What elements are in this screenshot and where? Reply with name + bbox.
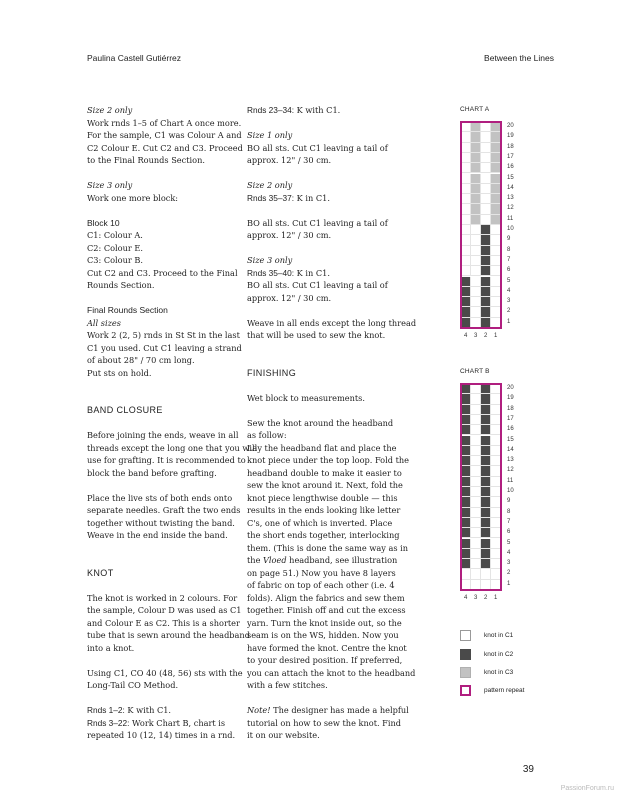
body-line: BO all sts. Cut C1 leaving a tail of <box>247 280 388 290</box>
body-line: tutorial on how to sew the knot. Find <box>247 717 401 728</box>
chart-b-row-label: 11 <box>507 477 514 484</box>
chart-a-col-label: 1 <box>494 333 498 339</box>
chart-a-repeat-frame <box>460 121 502 329</box>
body-line: Put sts on hold. <box>87 367 152 378</box>
body-line: to the Final Rounds Section. <box>87 155 205 165</box>
chart-a-row-label: 10 <box>507 226 514 232</box>
size3-heading: Size 3 only <box>247 255 293 265</box>
chart-a-row-label: 7 <box>507 256 511 263</box>
chart-b-col-label: 4 <box>464 595 468 601</box>
body-line: Rounds Section. <box>87 280 155 290</box>
body-line: on page 51.) Now you have 8 layers <box>247 567 396 578</box>
chart-a-row-label: 11 <box>507 215 514 222</box>
body-line: you can attach the knot to the headband <box>247 667 416 678</box>
chart-a-row-label: 5 <box>507 277 511 284</box>
body-line: Wet block to measurements. <box>247 392 365 403</box>
size2-heading: Size 2 only <box>247 180 293 190</box>
body-line: separate needles. Graft the two ends <box>87 505 241 515</box>
chart-a-row-label: 9 <box>507 236 511 243</box>
legend-swatch-repeat <box>460 685 471 696</box>
chart-b-row-label: 16 <box>507 426 514 433</box>
body-line: together without twisting the band. <box>87 517 235 528</box>
body-line: as follow: <box>247 430 287 440</box>
body-line: that will be used to sew the knot. <box>247 330 386 340</box>
body-line: have formed the knot. Centre the knot <box>247 642 407 653</box>
chart-a-row-label: 18 <box>507 143 514 150</box>
body-line: yarn. Turn the knot inside out, so the <box>247 617 402 628</box>
chart-b-row-label: 9 <box>507 498 511 505</box>
body-line: BO all sts. Cut C1 leaving a tail of <box>247 142 388 153</box>
body-line: C3: Colour B. <box>87 255 143 265</box>
body-line: of fabric on top of each other (i.e. 4 <box>247 580 395 590</box>
body-line: threads except the long one that you will <box>87 442 258 453</box>
rnds-3-22-line: Rnds 3–22: Work Chart B, chart is <box>87 717 226 728</box>
body-line: headband double to make it easier to <box>247 467 402 478</box>
chart-b-row-label: 4 <box>507 549 511 556</box>
chart-a-row-label: 16 <box>507 164 514 171</box>
body-line: Before joining the ends, weave in all <box>87 430 239 440</box>
body-line: approx. 12" / 30 cm. <box>247 292 332 303</box>
body-line: Cut C2 and C3. Proceed to the Final <box>87 267 238 278</box>
watermark: PassionForum.ru <box>560 785 614 792</box>
body-line: Place the live sts of both ends onto <box>87 492 233 503</box>
body-line: into a knot. <box>87 642 135 653</box>
rnds-23-34-line: Rnds 23–34: K with C1. <box>247 105 341 115</box>
body-line: the short ends together, interlocking <box>247 530 400 540</box>
body-line: them. (This is done the same way as in <box>247 542 409 553</box>
body-line: Sew the knot around the headband <box>247 417 394 428</box>
body-line: sew the knot around it. Next, fold the <box>247 480 403 490</box>
chart-b-repeat-frame <box>460 383 502 591</box>
body-line: it on our website. <box>247 730 320 740</box>
chart-a-row-label: 17 <box>507 153 514 160</box>
legend-swatch-c2 <box>460 649 471 660</box>
note-line: Note! The designer has made a helpful <box>247 705 409 715</box>
page-number: 39 <box>522 764 534 775</box>
body-line: Work rnds 1–5 of Chart A once more. <box>87 117 242 128</box>
chart-b-row-label: 19 <box>507 395 514 402</box>
all-sizes-heading: All sizes <box>87 317 121 328</box>
chart-a-row-label: 2 <box>507 308 511 315</box>
body-line: Weave in all ends except the long thread <box>247 317 417 328</box>
chart-b-row-label: 17 <box>507 415 514 422</box>
body-line: the sample, Colour D was used as C1 <box>87 605 242 615</box>
chart-b-row-label: 14 <box>507 446 514 453</box>
body-line: to your desired position. If preferred, <box>247 655 403 665</box>
body-line: knot piece under the top loop. Fold the <box>247 455 409 465</box>
size1-heading: Size 1 only <box>247 130 293 140</box>
body-line: approx. 12" / 30 cm. <box>247 230 332 240</box>
chart-b-row-label: 5 <box>507 539 511 546</box>
body-line: seam is on the WS, hidden. Now you <box>247 630 399 640</box>
running-header-title: Between the Lines <box>484 53 554 63</box>
knot-heading: KNOT <box>87 567 114 578</box>
body-line: BO all sts. Cut C1 leaving a tail of <box>247 217 388 228</box>
final-rounds-heading: Final Rounds Section <box>87 305 168 315</box>
chart-b-row-label: 12 <box>507 467 514 474</box>
body-line: Work one more block: <box>87 192 179 203</box>
chart-b-col-label: 1 <box>494 595 498 601</box>
chart-b-row-label: 13 <box>507 457 514 464</box>
body-line: tube that is sewn around the headband <box>87 630 250 640</box>
chart-b-row-label: 2 <box>507 570 511 577</box>
chart-a-row-label: 19 <box>507 133 514 140</box>
chart-b-row-label: 8 <box>507 508 511 515</box>
chart-b-row-label: 7 <box>507 518 511 525</box>
body-line: C1: Colour A. <box>87 230 143 240</box>
chart-b-row-label: 18 <box>507 405 514 412</box>
legend-swatch-c1 <box>460 630 471 641</box>
body-line: use for grafting. It is recommended to <box>87 455 246 465</box>
chart-a-row-label: 4 <box>507 287 511 294</box>
chart-a-col-label: 4 <box>464 333 468 339</box>
band-closure-heading: BAND CLOSURE <box>87 405 163 415</box>
body-line: C2 Colour E. Cut C2 and C3. Proceed <box>87 142 243 153</box>
block10-heading: Block 10 <box>87 217 120 228</box>
chart-a-row-label: 13 <box>507 195 514 202</box>
chart-a-row-label: 8 <box>507 246 511 253</box>
chart-a-row-label: 15 <box>507 174 514 181</box>
chart-a-col-label: 2 <box>484 333 488 339</box>
body-line: results in the ends looking like letter <box>247 505 401 515</box>
body-line: approx. 12" / 30 cm. <box>247 155 332 165</box>
chart-b-row-label: 3 <box>507 560 511 567</box>
body-line: For the sample, C1 was Colour A and <box>87 130 242 140</box>
body-line: C1 you used. Cut C1 leaving a strand <box>87 342 242 353</box>
body-line: knot piece lengthwise double — this <box>247 492 398 503</box>
text-column-2 <box>247 104 417 742</box>
body-line: folds). Align the fabrics and sew them <box>247 592 405 603</box>
body-line: repeated 10 (12, 14) times in a rnd. <box>87 730 236 740</box>
vloed-line: the Vloed headband, see illustration <box>247 555 398 565</box>
body-line: of about 28" / 70 cm long. <box>87 355 195 365</box>
size2-heading: Size 2 only <box>87 105 133 115</box>
chart-b-row-label: 6 <box>507 529 511 536</box>
body-line: Long-Tail CO Method. <box>87 680 179 690</box>
running-header-author: Paulina Castell Gutiérrez <box>87 53 182 63</box>
chart-b-col-label: 3 <box>474 595 478 601</box>
rnds-1-2-line: Rnds 1–2: K with C1. <box>87 705 172 715</box>
body-line: with a few stitches. <box>247 680 328 690</box>
body-line: Work 2 (2, 5) rnds in St St in the last <box>87 330 240 340</box>
chart-a-row-label: 1 <box>507 318 511 325</box>
chart-a-row-label: 6 <box>507 267 511 274</box>
chart-b-row-label: 20 <box>507 385 514 391</box>
text-column-1 <box>87 104 258 742</box>
chart-b-title: CHART B <box>460 368 490 375</box>
chart-a-title: CHART A <box>460 106 490 113</box>
body-line: and Colour E as C2. This is a shorter <box>87 617 240 628</box>
size3-heading: Size 3 only <box>87 180 133 190</box>
body-line: Lay the headband flat and place the <box>247 442 397 453</box>
chart-b-row-label: 15 <box>507 436 514 443</box>
body-line: together. Finish off and cut the excess <box>247 605 406 615</box>
chart-b-col-label: 2 <box>484 595 488 601</box>
chart-a-row-label: 14 <box>507 184 514 191</box>
body-line: C's, one of which is inverted. Place <box>247 517 393 528</box>
chart-a-row-label: 3 <box>507 298 511 305</box>
finishing-heading: FINISHING <box>247 367 297 378</box>
body-line: Using C1, CO 40 (48, 56) sts with the <box>87 667 243 678</box>
chart-a-col-label: 3 <box>474 333 478 339</box>
rnds-35-40-line: Rnds 35–40: K in C1. <box>247 267 330 278</box>
chart-b-row-label: 1 <box>507 580 511 587</box>
body-line: block the band before grafting. <box>87 467 217 478</box>
body-line: The knot is worked in 2 colours. For <box>87 592 238 603</box>
chart-a-row-label: 20 <box>507 123 514 129</box>
rnds-35-37-line: Rnds 35–37: K in C1. <box>247 192 330 203</box>
chart-a-row-label: 12 <box>507 205 514 212</box>
chart-b-row-label: 10 <box>507 488 514 494</box>
body-line: Weave in the end inside the band. <box>87 530 228 540</box>
legend-swatch-c3 <box>460 667 471 678</box>
body-line: C2: Colour E. <box>87 242 143 253</box>
